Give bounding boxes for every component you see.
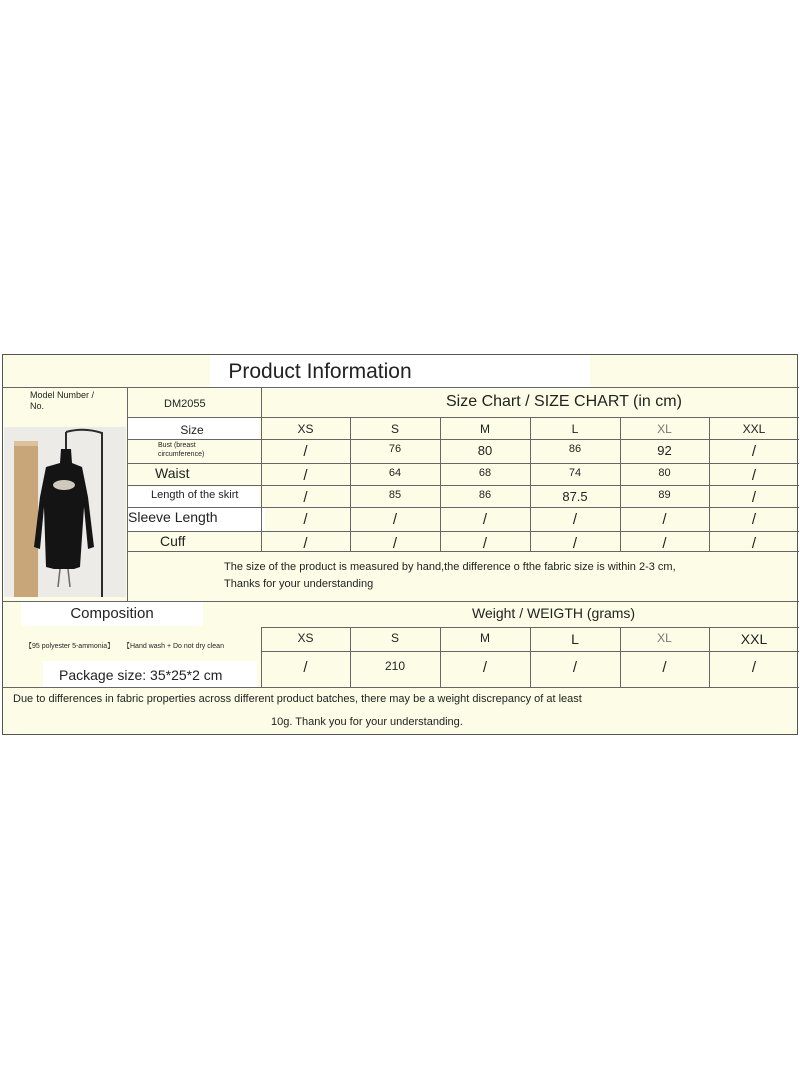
size-chart-title: Size Chart / SIZE CHART (in cm) (446, 393, 682, 410)
size-cell: 86 (478, 489, 492, 501)
weight-title: Weight / WEIGTH (grams) (472, 605, 636, 621)
row-label-bust (158, 441, 204, 459)
grid-line (350, 417, 351, 551)
measurement-note-line2: Thanks for your understanding (224, 578, 374, 590)
weight-header-xxl: XXL (740, 631, 768, 647)
size-cell: / (303, 443, 308, 460)
grid-line (261, 627, 262, 687)
size-cell: 64 (388, 467, 402, 479)
grid-line (127, 507, 799, 508)
row-label-cuff: Cuff (160, 533, 186, 549)
size-cell: 74 (568, 467, 582, 479)
size-cell: / (392, 535, 398, 552)
size-cell: 80 (658, 467, 671, 479)
weight-header-xl: XL (657, 631, 672, 645)
size-cell: 68 (478, 467, 492, 479)
weight-cell: / (482, 659, 488, 676)
size-header-s: S (390, 422, 399, 436)
size-header-m: M (480, 422, 490, 436)
size-header-l: L (571, 422, 579, 436)
size-cell: / (482, 511, 488, 528)
grid-line (127, 417, 799, 418)
model-number-label-line2: No. (30, 401, 45, 411)
weight-disclaimer-line1: Due to differences in fabric properties across different product batches, there may be a weight discrepancy of at least (13, 693, 582, 705)
grid-line (530, 627, 531, 687)
composition-material: 【95 polyester 5-ammonia】 (25, 643, 115, 650)
grid-line (709, 627, 710, 687)
size-cell: / (751, 443, 757, 460)
grid-line (3, 601, 799, 602)
weight-cell: / (572, 659, 578, 676)
weight-cell: / (751, 659, 757, 676)
size-cell: / (572, 535, 578, 552)
size-cell: / (392, 511, 398, 528)
weight-cell: 210 (384, 659, 406, 673)
grid-line (440, 417, 441, 551)
row-label-sleeve-length: Sleeve Length (128, 509, 218, 525)
grid-line (440, 627, 441, 687)
grid-line (127, 463, 799, 464)
grid-line (350, 627, 351, 687)
size-header-xxl: XXL (742, 422, 766, 436)
composition-title: Composition (70, 605, 154, 622)
size-cell: / (751, 535, 757, 552)
grid-line (127, 439, 799, 440)
row-label-waist: Waist (155, 465, 190, 481)
grid-line (620, 417, 621, 551)
care-instructions: 【Hand wash + Do not dry clean (123, 643, 224, 650)
dress-on-form-image (4, 427, 126, 597)
size-cell: 92 (657, 443, 672, 458)
grid-line (709, 417, 710, 551)
size-cell: / (303, 467, 308, 484)
size-cell: / (303, 511, 308, 528)
size-cell: 76 (388, 443, 402, 455)
size-cell: / (303, 535, 308, 552)
weight-header-l: L (571, 631, 579, 647)
row-label-bust-line2: circumference) (158, 451, 205, 458)
size-cell: / (482, 535, 488, 552)
model-number-value: DM2055 (164, 398, 206, 410)
measurement-note-line1: The size of the product is measured by hand,the difference o fthe fabric size is within 2-3 cm, (224, 561, 676, 573)
grid-line (127, 551, 799, 552)
size-cell: / (751, 511, 757, 528)
weight-header-xs: XS (297, 631, 314, 645)
grid-line (530, 417, 531, 551)
size-cell: 89 (658, 489, 671, 501)
size-cell: / (303, 489, 308, 506)
weight-disclaimer-line2: 10g. Thank you for your understanding. (271, 716, 463, 728)
size-cell: / (751, 489, 757, 506)
size-cell: / (751, 467, 757, 484)
grid-line (3, 387, 799, 388)
grid-line (3, 687, 799, 688)
grid-line (127, 485, 799, 486)
size-cell: 87.5 (562, 489, 588, 504)
weight-cell: / (303, 659, 308, 676)
page-title: Product Information (228, 360, 412, 383)
size-header-xs: XS (297, 422, 314, 436)
size-cell: / (662, 535, 667, 552)
product-photo (4, 427, 126, 597)
grid-line (127, 531, 799, 532)
row-label-length: Length of the skirt (151, 489, 239, 501)
size-cell: 80 (477, 443, 493, 458)
grid-line (127, 387, 128, 601)
row-label-bust-line1: Bust (breast (158, 442, 196, 449)
model-number-label (30, 390, 94, 412)
weight-header-s: S (390, 631, 399, 645)
size-cell: 86 (568, 443, 582, 455)
weight-cell: / (662, 659, 667, 676)
product-info-sheet (2, 354, 798, 735)
grid-line (261, 387, 262, 551)
size-cell: / (572, 511, 578, 528)
size-header-xl: XL (657, 422, 672, 436)
size-cell: 85 (388, 489, 402, 501)
weight-header-m: M (480, 631, 490, 645)
package-size: Package size: 35*25*2 cm (59, 667, 223, 683)
model-number-label-line1: Model Number / (30, 390, 95, 400)
grid-line (620, 627, 621, 687)
size-row-header: Size (180, 423, 204, 437)
size-cell: / (662, 511, 667, 528)
